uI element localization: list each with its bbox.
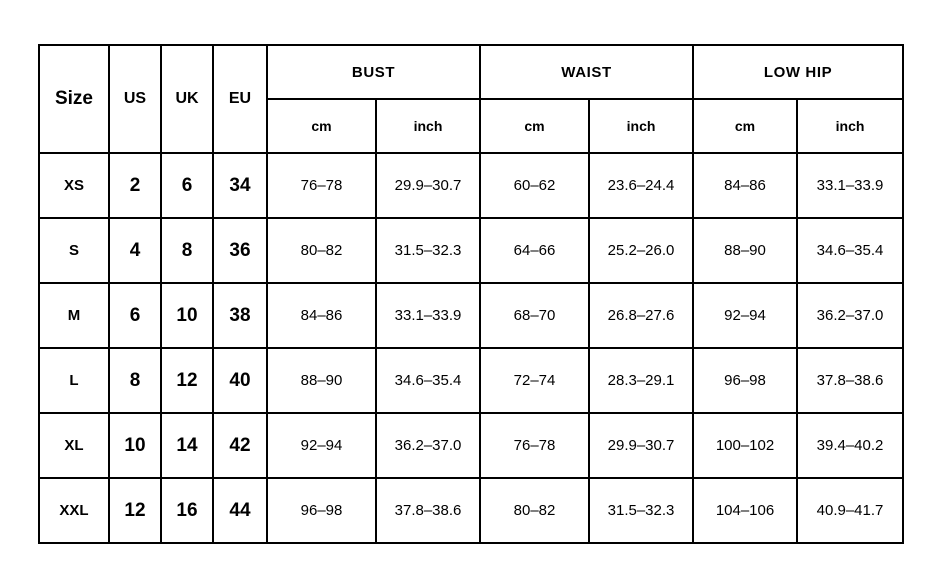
cell-size: S	[39, 218, 109, 283]
header-eu: EU	[213, 45, 267, 153]
cell-hip-inch: 33.1–33.9	[797, 153, 903, 218]
header-group-bust: BUST	[267, 45, 480, 99]
header-row-groups	[39, 45, 903, 99]
table-body	[39, 153, 903, 543]
cell-eu: 44	[213, 478, 267, 543]
table-row	[39, 218, 903, 283]
cell-hip-cm: 104–106	[693, 478, 797, 543]
cell-bust-inch: 37.8–38.6	[376, 478, 480, 543]
cell-size: M	[39, 283, 109, 348]
cell-eu: 40	[213, 348, 267, 413]
cell-waist-cm: 68–70	[480, 283, 589, 348]
cell-us: 2	[109, 153, 161, 218]
cell-uk: 10	[161, 283, 213, 348]
cell-bust-inch: 34.6–35.4	[376, 348, 480, 413]
table-row	[39, 413, 903, 478]
cell-bust-cm: 88–90	[267, 348, 376, 413]
cell-eu: 42	[213, 413, 267, 478]
cell-waist-cm: 60–62	[480, 153, 589, 218]
cell-size: XS	[39, 153, 109, 218]
cell-hip-cm: 100–102	[693, 413, 797, 478]
cell-eu: 38	[213, 283, 267, 348]
table-row	[39, 153, 903, 218]
table-row	[39, 478, 903, 543]
cell-bust-inch: 29.9–30.7	[376, 153, 480, 218]
cell-bust-inch: 36.2–37.0	[376, 413, 480, 478]
cell-waist-cm: 64–66	[480, 218, 589, 283]
cell-us: 8	[109, 348, 161, 413]
cell-waist-inch: 25.2–26.0	[589, 218, 693, 283]
table-header	[39, 45, 903, 153]
cell-us: 12	[109, 478, 161, 543]
header-bust-cm: cm	[267, 99, 376, 153]
cell-hip-cm: 88–90	[693, 218, 797, 283]
cell-uk: 8	[161, 218, 213, 283]
header-group-low-hip: LOW HIP	[693, 45, 903, 99]
size-chart-table	[38, 44, 904, 544]
cell-uk: 12	[161, 348, 213, 413]
cell-bust-cm: 80–82	[267, 218, 376, 283]
cell-eu: 34	[213, 153, 267, 218]
cell-waist-inch: 23.6–24.4	[589, 153, 693, 218]
cell-hip-cm: 84–86	[693, 153, 797, 218]
cell-hip-inch: 37.8–38.6	[797, 348, 903, 413]
cell-waist-cm: 80–82	[480, 478, 589, 543]
cell-size: L	[39, 348, 109, 413]
cell-waist-inch: 29.9–30.7	[589, 413, 693, 478]
cell-size: XXL	[39, 478, 109, 543]
header-size: Size	[39, 45, 109, 153]
cell-hip-inch: 40.9–41.7	[797, 478, 903, 543]
cell-bust-inch: 33.1–33.9	[376, 283, 480, 348]
cell-bust-cm: 92–94	[267, 413, 376, 478]
cell-bust-cm: 76–78	[267, 153, 376, 218]
table-row	[39, 283, 903, 348]
cell-bust-cm: 96–98	[267, 478, 376, 543]
cell-waist-cm: 76–78	[480, 413, 589, 478]
cell-uk: 14	[161, 413, 213, 478]
cell-hip-cm: 92–94	[693, 283, 797, 348]
cell-bust-cm: 84–86	[267, 283, 376, 348]
cell-hip-inch: 39.4–40.2	[797, 413, 903, 478]
header-hip-inch: inch	[797, 99, 903, 153]
cell-waist-inch: 31.5–32.3	[589, 478, 693, 543]
cell-size: XL	[39, 413, 109, 478]
cell-eu: 36	[213, 218, 267, 283]
cell-hip-inch: 36.2–37.0	[797, 283, 903, 348]
header-waist-inch: inch	[589, 99, 693, 153]
size-chart-container	[38, 44, 902, 544]
cell-hip-cm: 96–98	[693, 348, 797, 413]
header-uk: UK	[161, 45, 213, 153]
table-row	[39, 348, 903, 413]
cell-waist-inch: 26.8–27.6	[589, 283, 693, 348]
header-group-waist: WAIST	[480, 45, 693, 99]
cell-waist-cm: 72–74	[480, 348, 589, 413]
cell-bust-inch: 31.5–32.3	[376, 218, 480, 283]
cell-uk: 16	[161, 478, 213, 543]
cell-us: 6	[109, 283, 161, 348]
cell-waist-inch: 28.3–29.1	[589, 348, 693, 413]
cell-uk: 6	[161, 153, 213, 218]
cell-us: 10	[109, 413, 161, 478]
header-us: US	[109, 45, 161, 153]
cell-us: 4	[109, 218, 161, 283]
cell-hip-inch: 34.6–35.4	[797, 218, 903, 283]
header-bust-inch: inch	[376, 99, 480, 153]
header-waist-cm: cm	[480, 99, 589, 153]
header-hip-cm: cm	[693, 99, 797, 153]
